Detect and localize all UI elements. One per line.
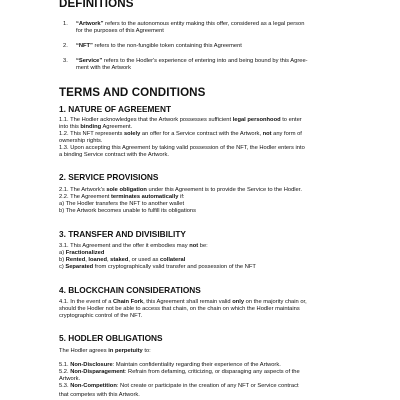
clause-line: a) The Hodler transfers the NFT to another wallet	[59, 201, 185, 207]
clause-line: 5.3. Non-Competition: Not create or participate in the creation of any NFT or Service contract	[59, 383, 299, 389]
section-title: 3. TRANSFER AND DIVISIBILITY	[59, 229, 186, 239]
definition-line: ment with the Artwork	[76, 65, 131, 71]
clause-line: a) Fractionalized	[59, 250, 105, 256]
clause-line: a binding Service contract with the Artwork.	[59, 152, 169, 158]
definition-line: for the purposes of this Agreement	[76, 28, 164, 34]
definition-term: “NFT”	[76, 43, 93, 49]
definition-number: 1.	[63, 21, 68, 27]
clause-line: b) Rented, loaned, staked, or used as collateral	[59, 257, 186, 263]
definition-term: “Service”	[76, 58, 103, 64]
clause-line: should the Hodler not be able to access that chain, on the chain on which the Hodler maintains	[59, 306, 300, 312]
clause-line: Artwork.	[59, 376, 81, 382]
clause-line: into this binding Agreement.	[59, 124, 133, 130]
clause-line: c) Separated from cryptographically valid transfer and possession of the NFT	[59, 264, 256, 270]
definition-line: “NFT” refers to the non-fungible token containing this Agreement	[76, 43, 242, 49]
definition-number: 2.	[63, 43, 68, 49]
section-title: 2. SERVICE PROVISIONS	[59, 172, 159, 182]
clause-line: 2.2. The Agreement terminates automatically if:	[59, 194, 185, 200]
clause-line: 1.2. This NFT represents solely an offer for a Service contract with the Artwork, not any form of	[59, 131, 302, 137]
section-title: 5. HODLER OBLIGATIONS	[59, 333, 163, 343]
definitions-heading: DEFINITIONS	[59, 0, 134, 10]
definition-line: “Artwork” refers to the autonomous entity making this offer, considered as a legal person	[76, 21, 305, 27]
clause-line: 1.3. Upon accepting this Agreement by taking valid possession of the NFT, the Hodler enters into	[59, 145, 305, 151]
terms-heading: TERMS AND CONDITIONS	[59, 86, 206, 99]
clause-line: 3.1. This Agreement and the offer it embodies may not be:	[59, 243, 208, 249]
definition-number: 3.	[63, 58, 68, 64]
clause-line: 1.1. The Hodler acknowledges that the Artwork possesses sufficient legal personhood to enter	[59, 117, 302, 123]
clause-line: cryptographic control of the NFT.	[59, 313, 143, 319]
clause-line: 5.2. Non-Disparagement: Refrain from defaming, criticizing, or disparaging any aspects of the	[59, 369, 300, 375]
clause-line: ownership rights.	[59, 138, 103, 144]
clause-line: 5.1. Non-Disclosure: Maintain confidentiality regarding their experience of the Artwork.	[59, 362, 281, 368]
section-title: 1. NATURE OF AGREEMENT	[59, 104, 172, 114]
section-title: 4. BLOCKCHAIN CONSIDERATIONS	[59, 285, 201, 295]
clause-line: The Hodler agrees in perpetuity to:	[59, 348, 151, 354]
clause-line: that competes with this Artwork.	[59, 392, 140, 398]
clause-line: 4.1. In the event of a Chain Fork, this Agreement shall remain valid only on the majority chain or,	[59, 299, 307, 305]
definition-term: “Artwork”	[76, 21, 104, 27]
clause-line: 2.1. The Artwork's sole obligation under this Agreement is to provide the Service to the Hodler.	[59, 187, 302, 193]
definition-line: “Service” refers to the Hodler's experience of entering into and being bound by this Agree-	[76, 58, 308, 64]
clause-line: b) The Artwork becomes unable to fulfill its obligations	[59, 208, 197, 214]
